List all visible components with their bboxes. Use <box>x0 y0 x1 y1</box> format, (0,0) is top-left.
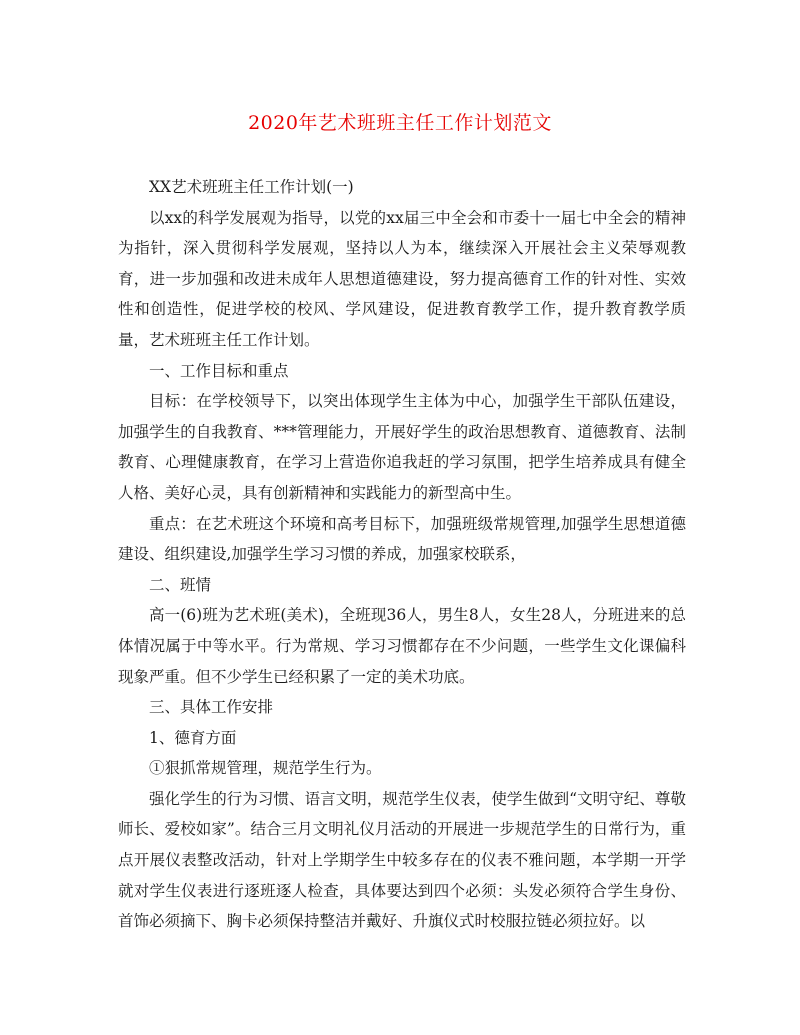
paragraph: 高一(6)班为艺术班(美术)，全班现36人，男生8人，女生28人，分班进来的总体情况属于中等水平。行为常规、学习习惯都存在不少问题，一些学生文化课偏科现象严重。但不少学生已经积累了一定的美术功底。 <box>118 606 686 686</box>
document-title: 2020年艺术班班主任工作计划范文 <box>248 112 552 134</box>
document-body <box>118 172 686 937</box>
section-heading: 二、班情 <box>149 575 212 594</box>
section-heading: XX艺术班班主任工作计划(一) <box>149 178 354 196</box>
paragraph: 目标：在学校领导下，以突出体现学生主体为中心，加强学生干部队伍建设，加强学生的自我教育、***管理能力，开展好学生的政治思想教育、道德教育、法制教育、心理健康教育，在学习上营造你追我赶的学习氛围，把学生培养成具有健全人格、美好心灵，具有创新精神和实践能力的新型高中生。 <box>118 392 686 502</box>
paragraph: 重点：在艺术班这个环境和高考目标下，加强班级常规管理,加强学生思想道德建设、组织建设,加强学生学习习惯的养成，加强家校联系， <box>118 514 686 564</box>
paragraph: 以xx的科学发展观为指导，以党的xx届三中全会和市委十一届七中全会的精神为指针，深入贯彻科学发展观，坚持以人为本，继续深入开展社会主义荣辱观教育，进一步加强和改进未成年人思想道德建设，努力提高德育工作的针对性、实效性和创造性，促进学校的校风、学风建设，促进教育教学工作，提升教育教学质量，艺术班班主任工作计划。 <box>118 208 686 349</box>
subsection-heading: 1、德育方面 <box>149 728 237 747</box>
paragraph: 强化学生的行为习惯、语言文明，规范学生仪表，使学生做到“文明守纪、尊敬师长、爱校如家”。结合三月文明礼仪月活动的开展进一步规范学生的日常行为，重点开展仪表整改活动，针对上学期学生中较多存在的仪表不雅问题，本学期一开学就对学生仪表进行逐班逐人检查，具体要达到四个必须：头发必须符合学生身份、首饰必须摘下、胸卡必须保持整洁并戴好、升旗仪式时校服拉链必须拉好。以 <box>118 789 686 931</box>
section-heading: 一、工作目标和重点 <box>149 361 289 380</box>
subsection-heading: ①狠抓常规管理，规范学生行为。 <box>149 759 382 778</box>
section-heading: 三、具体工作安排 <box>149 698 274 717</box>
